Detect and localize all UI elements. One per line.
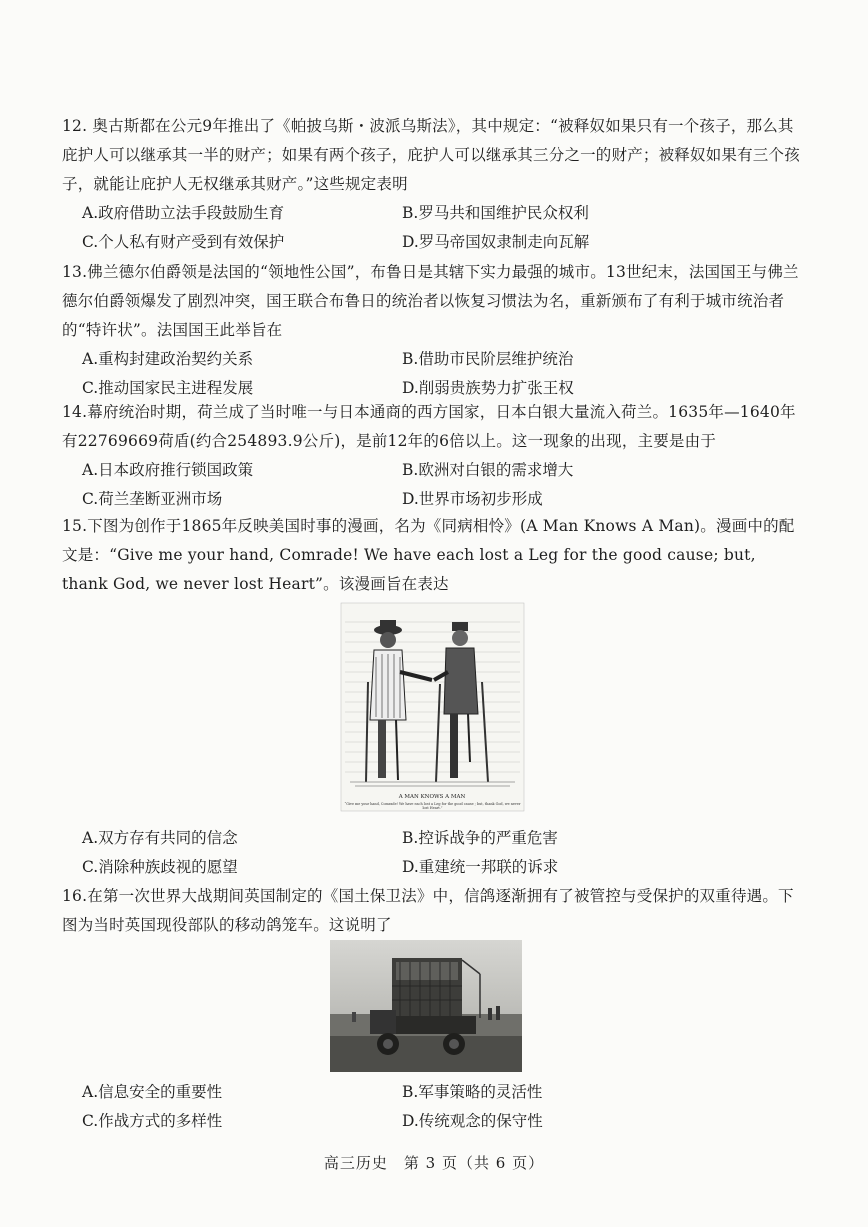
option-a[interactable]: A.重构封建政治契约关系 xyxy=(82,350,254,368)
options xyxy=(62,456,802,514)
question-16-options xyxy=(62,1078,802,1136)
question-13 xyxy=(62,258,802,403)
options xyxy=(62,345,802,403)
page-footer: 高三历史 第 3 页（共 6 页） xyxy=(323,1154,545,1172)
question-stem: 15.下图为创作于1865年反映美国时事的漫画，名为《同病相怜》(A Man Knows A Man)。漫画中的配文是：“Give me your hand, Comrade! We have each lost a Leg for the good cause; but, thank God, we never lost Heart”。该漫画旨在表达 xyxy=(62,517,795,593)
option-c[interactable]: C.作战方式的多样性 xyxy=(82,1112,223,1130)
question-15 xyxy=(62,512,802,599)
option-b[interactable]: B.罗马共和国维护民众权利 xyxy=(402,204,589,222)
option-b[interactable]: B.军事策略的灵活性 xyxy=(402,1083,543,1101)
option-b[interactable]: B.控诉战争的严重危害 xyxy=(402,829,558,847)
options xyxy=(62,824,802,882)
question-stem: 14.幕府统治时期，荷兰成了当时唯一与日本通商的西方国家，日本白银大量流入荷兰。1635年—1640年有22769669荷盾(约合254893.9公斤)，是前12年的6倍以上。这一现象的出现，主要是由于 xyxy=(62,403,796,450)
options xyxy=(62,1078,802,1136)
question-14 xyxy=(62,398,802,514)
option-a[interactable]: A.日本政府推行锁国政策 xyxy=(82,461,254,479)
option-d[interactable]: D.世界市场初步形成 xyxy=(402,490,543,508)
option-b[interactable]: B.借助市民阶层维护统治 xyxy=(402,350,574,368)
cartoon-title: A MAN KNOWS A MAN xyxy=(398,794,466,800)
photo-illustration xyxy=(330,940,522,1072)
option-a[interactable]: A.政府借助立法手段鼓励生育 xyxy=(82,204,285,222)
option-a[interactable]: A.双方存有共同的信念 xyxy=(82,829,238,847)
question-stem: 12. 奥古斯都在公元9年推出了《帕披乌斯・波派乌斯法》，其中规定：“被释奴如果只有一个孩子，那么其庇护人可以继承其一半的财产；如果有两个孩子，庇护人可以继承其三分之一的财产；被释奴如果有三个孩子，就能让庇护人无权继承其财产。”这些规定表明 xyxy=(62,117,800,193)
question-15-options xyxy=(62,824,802,882)
option-c[interactable]: C.消除种族歧视的愿望 xyxy=(82,858,238,876)
question-stem: 16.在第一次世界大战期间英国制定的《国土保卫法》中，信鸽逐渐拥有了被管控与受保护的双重待遇。下图为当时英国现役部队的移动鸽笼车。这说明了 xyxy=(62,887,794,934)
question-12 xyxy=(62,112,802,257)
cartoon-caption: “Give me your hand, Comrade! We have each lost a Leg for the good cause ; but, thank God, we never lost Heart.” xyxy=(344,802,521,810)
option-a[interactable]: A.信息安全的重要性 xyxy=(82,1083,223,1101)
option-d[interactable]: D.重建统一邦联的诉求 xyxy=(402,858,559,876)
option-d[interactable]: D.罗马帝国奴隶制走向瓦解 xyxy=(402,233,590,251)
cartoon-illustration xyxy=(340,602,525,812)
option-c[interactable]: C.个人私有财产受到有效保护 xyxy=(82,233,285,251)
option-c[interactable]: C.荷兰垄断亚洲市场 xyxy=(82,490,223,508)
option-b[interactable]: B.欧洲对白银的需求增大 xyxy=(402,461,574,479)
cartoon-figure xyxy=(340,602,525,812)
option-c[interactable]: C.推动国家民主进程发展 xyxy=(82,379,254,397)
pigeon-truck-photo xyxy=(330,940,522,1072)
option-d[interactable]: D.削弱贵族势力扩张王权 xyxy=(402,379,574,397)
option-d[interactable]: D.传统观念的保守性 xyxy=(402,1112,543,1130)
question-stem: 13.佛兰德尔伯爵领是法国的“领地性公国”，布鲁日是其辖下实力最强的城市。13世纪末，法国国王与佛兰德尔伯爵领爆发了剧烈冲突，国王联合布鲁日的统治者以恢复习惯法为名，重新颁布了有利于城市统治者的“特许状”。法国国王此举旨在 xyxy=(62,263,799,339)
options xyxy=(62,199,802,257)
question-16 xyxy=(62,882,802,940)
